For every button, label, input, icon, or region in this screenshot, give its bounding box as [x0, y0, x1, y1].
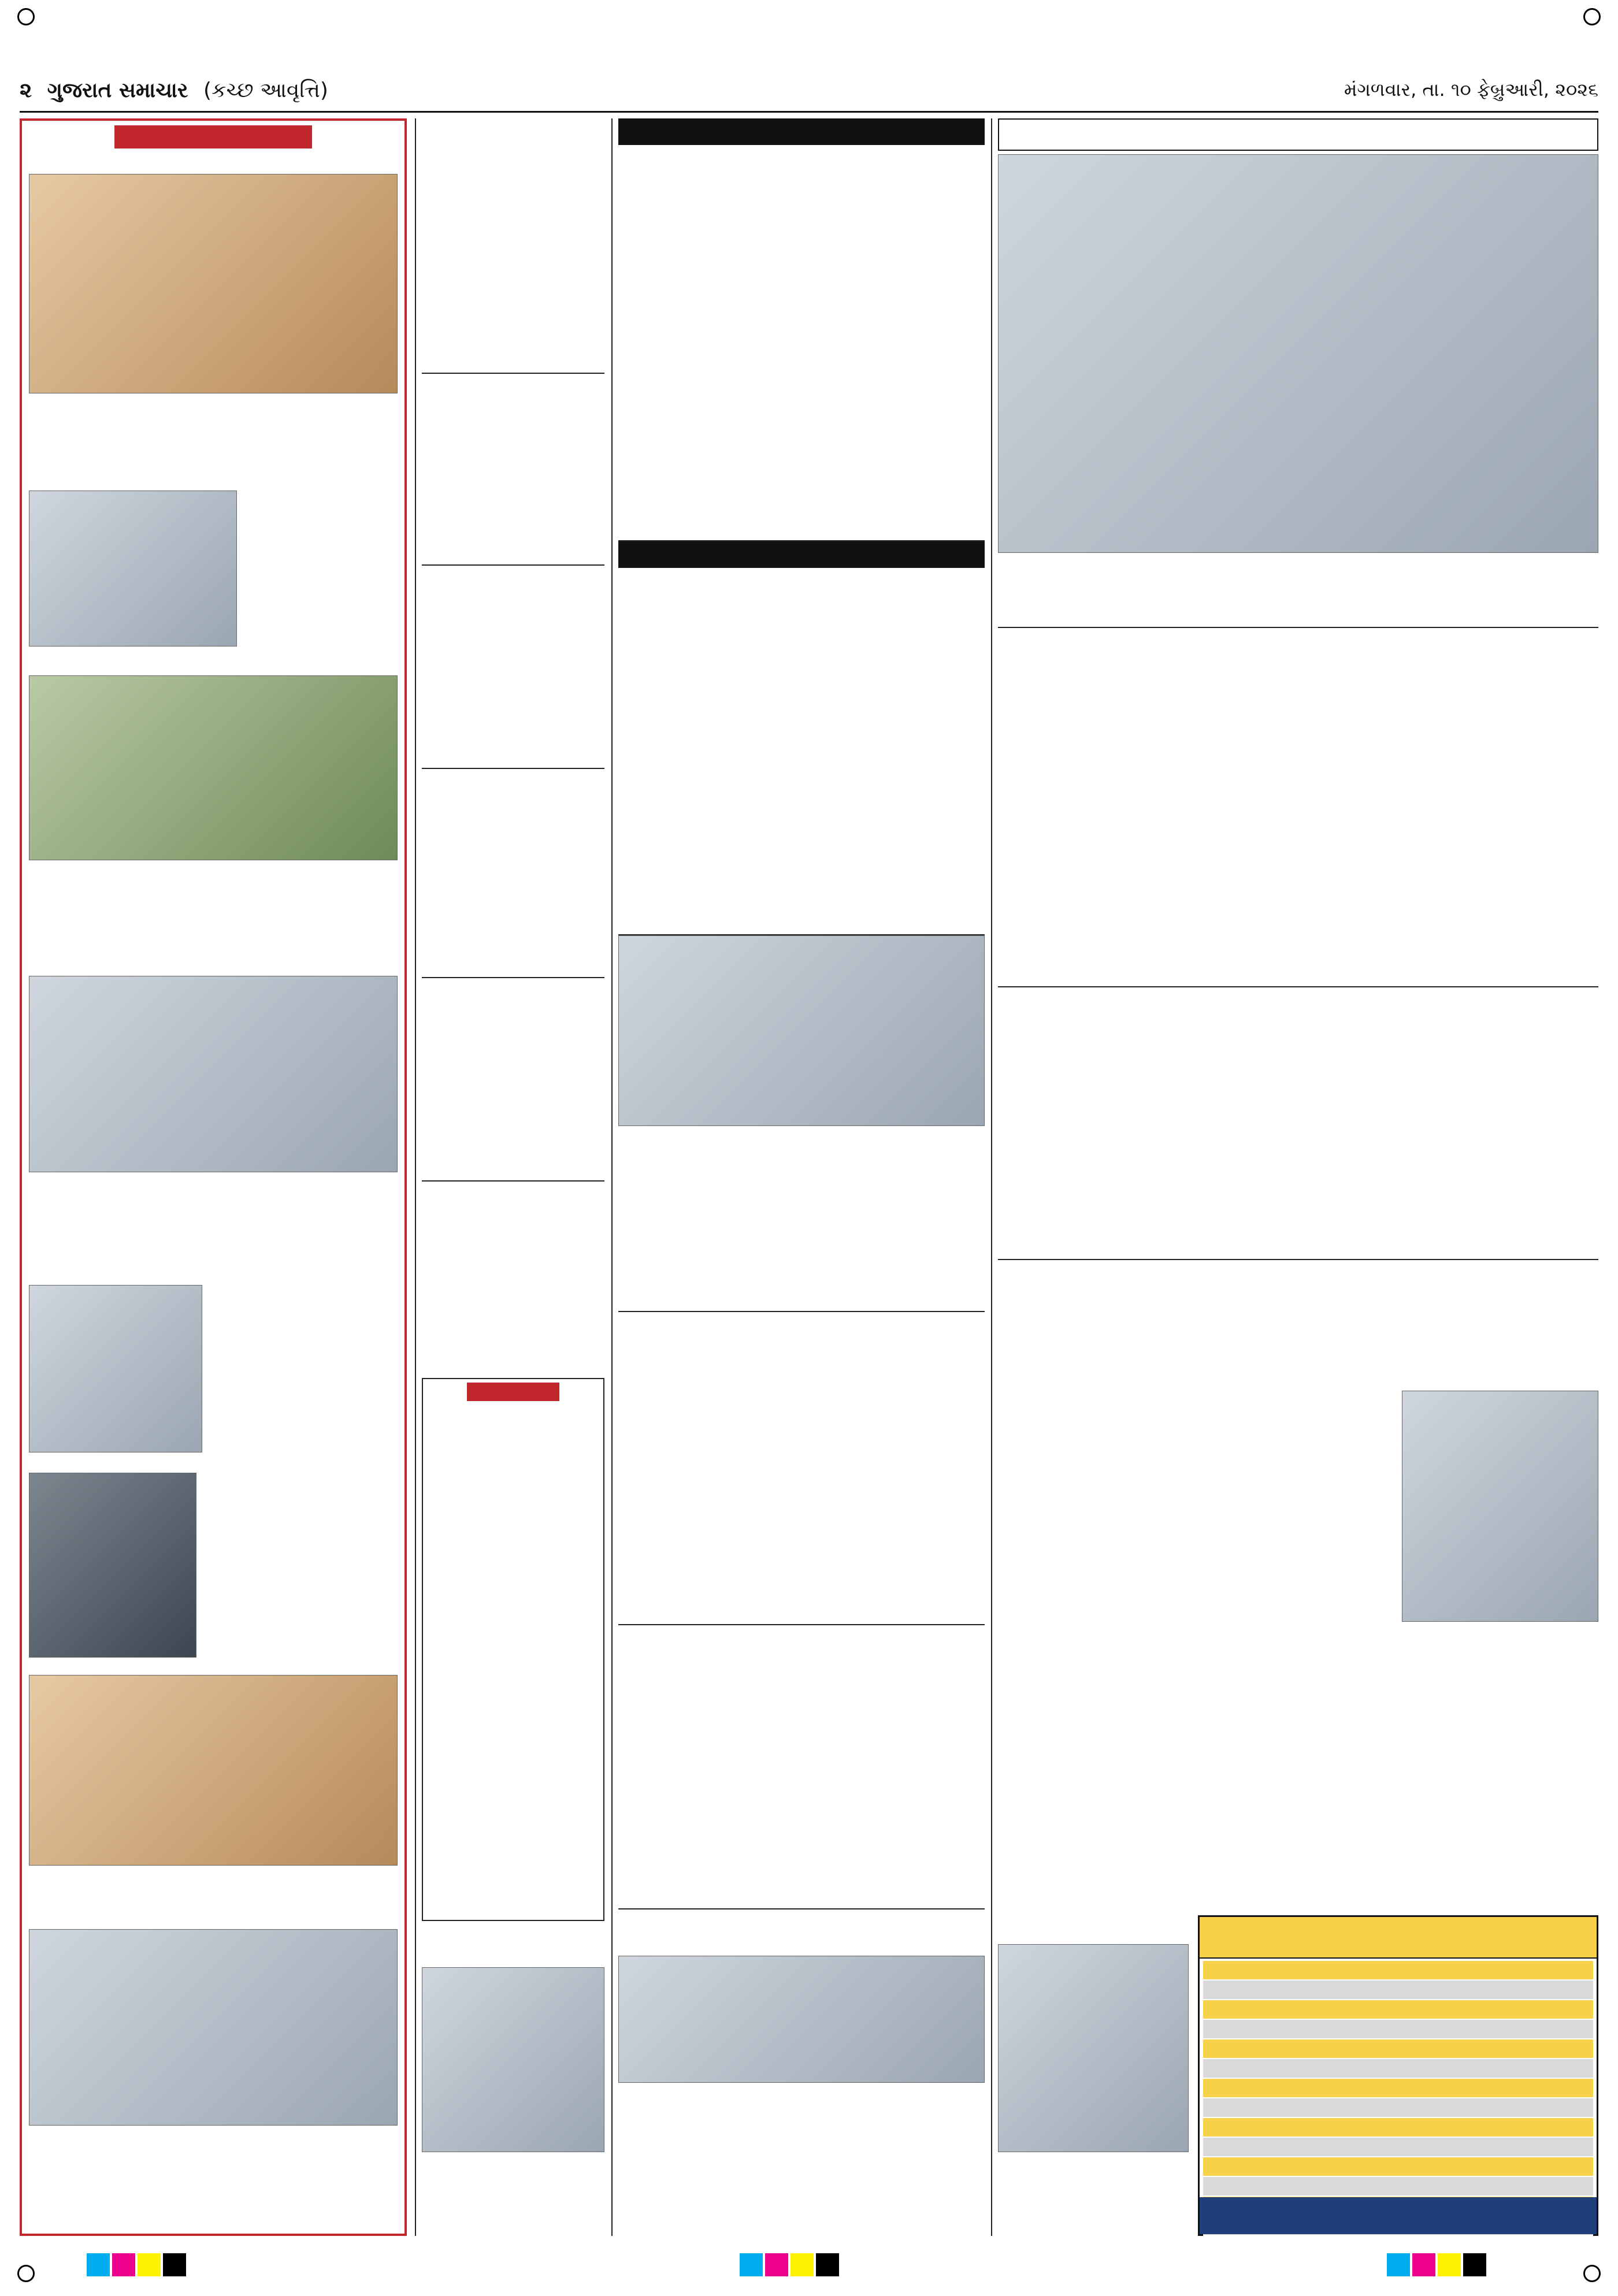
- rate-row: [1203, 2019, 1593, 2039]
- nagarnondh-headline: [426, 1406, 600, 1423]
- story: [618, 540, 985, 934]
- rate-cell-type: [1301, 2235, 1398, 2236]
- story-headline: [422, 374, 604, 414]
- rate-cell-page: [1398, 2157, 1496, 2176]
- photo: [29, 1285, 202, 1452]
- rate-cell-type: [1301, 2000, 1398, 2019]
- story-body: [618, 1126, 985, 1299]
- story: [998, 1259, 1598, 1849]
- rate-cell-rate: [1495, 2078, 1593, 2098]
- right-column: [998, 118, 1598, 2236]
- rate-row: [1203, 2098, 1593, 2117]
- story: [618, 1624, 985, 1908]
- story-headline: [998, 628, 1598, 732]
- story-body: [618, 658, 985, 762]
- masthead: [20, 75, 1598, 113]
- rate-cell-page: [1398, 2117, 1496, 2137]
- rate-cell-name: [1203, 2098, 1301, 2117]
- rate-cell-name: [1203, 1961, 1301, 1980]
- nagarnondh-label: [467, 1383, 559, 1401]
- photo-news-title: [29, 1658, 398, 1675]
- photo: [29, 1675, 398, 1866]
- rate-cell-rate: [1495, 2117, 1593, 2137]
- rate-cell-page: [1398, 2039, 1496, 2059]
- rate-row: [1203, 2039, 1593, 2059]
- rate-cell-rate: [1495, 2176, 1593, 2196]
- story-kicker: [618, 541, 985, 568]
- photo: [618, 935, 985, 1126]
- rate-row: [1203, 2078, 1593, 2098]
- registration-mark-top-left: [17, 8, 35, 25]
- rate-cell-rate: [1495, 2019, 1593, 2039]
- story-headline: [618, 571, 985, 658]
- photo-caption: [29, 393, 398, 463]
- rate-cell-name: [1203, 2059, 1301, 2078]
- story-subhead: [618, 351, 985, 403]
- edition-label: (કચ્છ આવૃત્તિ): [203, 79, 328, 102]
- story-headline: [422, 978, 604, 1019]
- rate-card-contact: [1200, 2197, 1597, 2234]
- rate-cell-type: [1301, 2157, 1398, 2176]
- rate-cell-name: [1203, 2235, 1301, 2236]
- photo: [29, 1473, 196, 1658]
- story-headline: [422, 566, 604, 606]
- photo-caption: [243, 491, 398, 647]
- photo-news-item: [29, 1912, 398, 2189]
- rate-cell-type: [1301, 1961, 1398, 1980]
- story-headline: [998, 1904, 1189, 1944]
- page-number: ૨: [20, 79, 32, 102]
- rate-cell-type: [1301, 2137, 1398, 2157]
- photo-news-title: [29, 1268, 398, 1285]
- photo-caption: [208, 1285, 398, 1452]
- story-headline: [998, 1287, 1598, 1391]
- rate-cell-type: [1301, 2078, 1398, 2098]
- photo-caption: [29, 1172, 398, 1236]
- story: [618, 1311, 985, 1624]
- story-headline: [998, 987, 1598, 1045]
- rate-cell-type: [1301, 2176, 1398, 2196]
- rate-cell-type: [1301, 2098, 1398, 2117]
- rate-cell-rate: [1495, 1980, 1593, 2000]
- rate-cell-name: [1203, 2000, 1301, 2019]
- rate-card-header: [1200, 1917, 1597, 1959]
- story: [422, 564, 604, 768]
- story-headline: [422, 118, 604, 159]
- rate-table: [1203, 1961, 1593, 2236]
- rate-cell-name: [1203, 1980, 1301, 2000]
- photo-news-item: [29, 1268, 398, 1452]
- center-column: [618, 118, 985, 2236]
- photo-news-item: [29, 1658, 398, 1900]
- rate-cell-rate: [1495, 2000, 1593, 2019]
- rate-row: [1203, 2117, 1593, 2137]
- story-subhead: [618, 762, 985, 808]
- column-rule: [415, 118, 416, 2236]
- rate-cell-type: [1301, 1980, 1398, 2000]
- nagarnondh-headline: [426, 1573, 600, 1591]
- photo-news-title: [29, 473, 398, 491]
- registration-mark-top-right: [1583, 8, 1601, 25]
- photo-caption: [998, 553, 1598, 605]
- story-body: [998, 1391, 1393, 1622]
- story: [998, 986, 1598, 1259]
- column-rule: [991, 118, 992, 2236]
- rate-cell-name: [1203, 2117, 1301, 2137]
- story: [618, 1908, 985, 2083]
- masthead-left: [20, 79, 328, 103]
- rate-cell-page: [1398, 2019, 1496, 2039]
- rate-cell-name: [1203, 2137, 1301, 2157]
- nagarnondh-item: [426, 1406, 600, 1573]
- photo-caption: [29, 2126, 398, 2189]
- story: [422, 1927, 604, 2152]
- rate-cell-rate: [1495, 1961, 1593, 1980]
- photo-news-label: [114, 125, 312, 148]
- nagarnondh-box: [422, 1378, 604, 1921]
- photo-caption: [29, 1866, 398, 1900]
- rate-cell-page: [1398, 2098, 1496, 2117]
- rate-row: [1203, 2059, 1593, 2078]
- story-headline: [618, 1312, 985, 1376]
- rate-row: [1203, 2137, 1593, 2157]
- story-headline: [618, 1625, 985, 1695]
- rate-cell-name: [1203, 2176, 1301, 2196]
- photo: [29, 976, 398, 1172]
- paper-name: ગુજરાત સમાચાર: [47, 79, 188, 102]
- rate-cell-page: [1398, 2176, 1496, 2196]
- rate-cell-rate: [1495, 2235, 1593, 2236]
- rate-row: [1203, 1980, 1593, 2000]
- photo: [998, 1944, 1189, 2152]
- photo-news-title: [29, 1455, 398, 1473]
- nagarnondh-item: [426, 1573, 600, 1706]
- story-headline: [422, 769, 604, 809]
- registration-mark-bottom-left: [17, 2265, 35, 2282]
- rate-cell-rate: [1495, 2039, 1593, 2059]
- rate-cell-page: [1398, 1980, 1496, 2000]
- photo-news-item: [29, 958, 398, 1236]
- photo: [1402, 1391, 1598, 1622]
- rate-cell-type: [1301, 2039, 1398, 2059]
- story: [422, 768, 604, 977]
- story: [618, 118, 985, 540]
- rate-cell-name: [1203, 2157, 1301, 2176]
- column-2: [422, 118, 604, 2236]
- rate-cell-rate: [1495, 2098, 1593, 2117]
- photo: [618, 1956, 985, 2083]
- rate-cell-rate: [1495, 2137, 1593, 2157]
- rate-cell-rate: [1495, 2059, 1593, 2078]
- photo-news-box: [20, 118, 407, 2236]
- story-headline: [618, 1909, 985, 1956]
- story: [422, 373, 604, 564]
- photo: [29, 174, 398, 393]
- photo-news-title: [29, 958, 398, 976]
- photo: [29, 1929, 398, 2126]
- story-headline: [618, 148, 985, 258]
- story: [998, 627, 1598, 986]
- rate-card: [1198, 1915, 1598, 2236]
- photo-news-title: [29, 658, 398, 675]
- rate-cell-name: [1203, 2078, 1301, 2098]
- photo-caption: [202, 1473, 398, 1658]
- photo: [29, 675, 398, 860]
- photo-news-item: [29, 473, 398, 647]
- photo: [998, 154, 1598, 553]
- rate-cell-type: [1301, 2117, 1398, 2137]
- photo-caption: [29, 860, 398, 930]
- story: [618, 934, 985, 1311]
- rate-row: [1203, 2235, 1593, 2236]
- photo-news-title: [29, 1912, 398, 1929]
- rate-cell-type: [1301, 2019, 1398, 2039]
- nagarnondh-headline: [426, 1706, 600, 1723]
- rate-cell-name: [1203, 2019, 1301, 2039]
- story: [998, 1904, 1189, 2152]
- rate-row: [1203, 2176, 1593, 2196]
- rate-cell-rate: [1495, 2157, 1593, 2176]
- photo-news-title: [29, 157, 398, 174]
- story-kicker: [998, 1260, 1598, 1287]
- rate-cell-page: [1398, 1961, 1496, 1980]
- story: [422, 118, 604, 373]
- story: [998, 118, 1598, 627]
- photo: [422, 1967, 604, 2152]
- story-headline: [998, 118, 1598, 151]
- issue-date: મંગળવાર, તા. ૧૦ ફેબ્રુઆરી, ૨૦૨૬: [1344, 79, 1598, 101]
- photo: [29, 491, 237, 647]
- photo-news-item: [29, 658, 398, 930]
- photo-news-item: [29, 157, 398, 463]
- nagarnondh-item: [426, 1706, 600, 1903]
- registration-mark-bottom-right: [1583, 2265, 1601, 2282]
- rate-cell-page: [1398, 2059, 1496, 2078]
- story-headline: [422, 1927, 604, 1967]
- rate-row: [1203, 2157, 1593, 2176]
- column-rule: [611, 118, 613, 2236]
- rate-cell-name: [1203, 2039, 1301, 2059]
- rate-cell-page: [1398, 2078, 1496, 2098]
- story: [422, 1180, 604, 1372]
- photo-news-item: [29, 1455, 398, 1658]
- story-body: [618, 258, 985, 351]
- rate-cell-page: [1398, 2235, 1496, 2236]
- rate-row: [1203, 1961, 1593, 1980]
- story-kicker: [618, 118, 985, 145]
- rate-cell-page: [1398, 2137, 1496, 2157]
- rate-row: [1203, 2000, 1593, 2019]
- rate-cell-type: [1301, 2059, 1398, 2078]
- story-headline: [422, 1182, 604, 1222]
- rate-cell-page: [1398, 2000, 1496, 2019]
- story: [422, 977, 604, 1180]
